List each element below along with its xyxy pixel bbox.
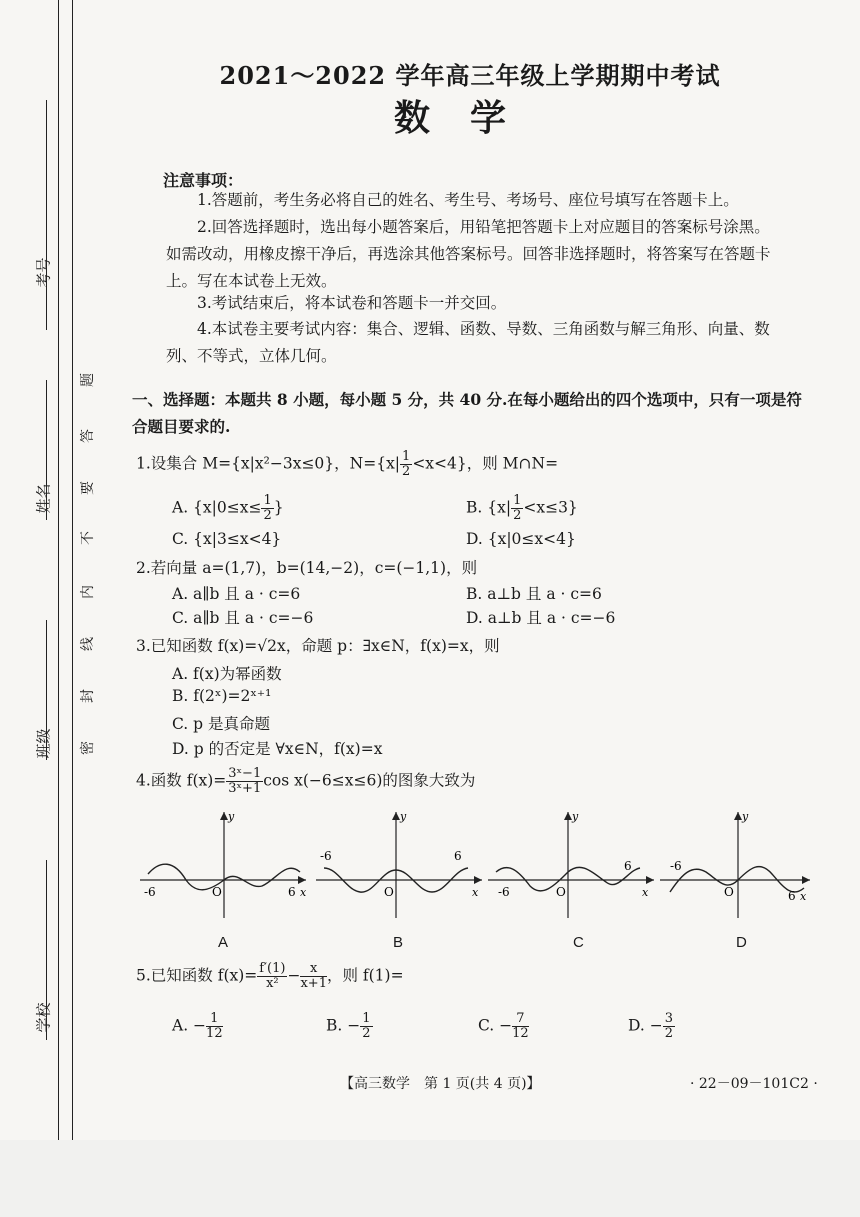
graph-a-x-arrow	[298, 876, 306, 884]
q5-c-frac	[512, 1012, 529, 1041]
q2-option-a: A. a∥b 且 a · c=6	[172, 585, 301, 603]
notice-item-1: 1.答题前，考生务必将自己的姓名、考生号、考场号、座位号填写在答题卡上。	[197, 191, 739, 209]
q1-a-den: 2	[263, 508, 272, 523]
section-heading: 一、选择题：本题共 8 小题，每小题 5 分，共 40 分.在每小题给出的四个选项中，只有一项是符合题目要求的.	[132, 390, 802, 436]
seal-hint-8: 密	[80, 741, 96, 755]
q5-minus: −	[287, 966, 301, 985]
seal-hint-2: 答	[80, 429, 96, 443]
question-1-stem	[136, 450, 558, 479]
margin-line-left	[58, 0, 59, 1140]
q5-option-d	[628, 1012, 675, 1041]
q1-b-text: B. {x|	[466, 498, 512, 517]
graph-label-a: A	[218, 934, 229, 951]
q1-b-tail: <x≤3}	[523, 498, 578, 517]
q1-a-text: A. {x|0≤x≤	[172, 498, 262, 517]
seal-hint-4: 不	[80, 531, 96, 545]
question-3-stem: 3.已知函数 f(x)=√2x，命题 p：∃x∈N，f(x)=x，则	[136, 637, 500, 655]
q5-c-den: 12	[512, 1026, 529, 1041]
graph-c-origin: O	[556, 885, 566, 899]
graph-c	[488, 808, 658, 918]
q5-option-a	[172, 1012, 223, 1041]
graph-d-ylabel: y	[742, 810, 749, 823]
scan-background	[0, 1140, 860, 1217]
q5-frac1-den: x²	[266, 976, 279, 991]
exam-no-label: 考号	[34, 257, 53, 288]
graph-d-pos6: 6	[788, 889, 796, 903]
q2-option-c: C. a∥b 且 a · c=−6	[172, 609, 314, 627]
q5-b-text: B. −	[326, 1016, 361, 1035]
seal-hint-3: 要	[80, 481, 96, 495]
seal-hint-1: 题	[80, 373, 96, 387]
q1-b-den: 2	[513, 508, 522, 523]
notice-item-2: 2.回答选择题时，选出每小题答案后，用铅笔把答题卡上对应题目的答案标号涂黑。如需改动，用橡皮擦干净后，再选涂其他答案标号。回答非选择题时，将答案写在答题卡上。写在本试卷上无效。	[166, 218, 771, 290]
graph-c-y-arrow	[564, 812, 572, 820]
question-4-stem	[136, 767, 475, 796]
school-blank	[46, 860, 47, 1040]
graph-a	[140, 808, 310, 918]
q3-option-a: A. f(x)为幂函数	[172, 665, 282, 683]
q5-a-text: A. −	[172, 1016, 207, 1035]
q5-option-b	[326, 1012, 373, 1041]
q1-a-tail: }	[273, 498, 284, 517]
q4-frac-den: 3ˣ+1	[228, 781, 262, 796]
graph-b-origin: O	[384, 885, 394, 899]
q1-frac-den: 2	[402, 464, 411, 479]
q5-frac2-den: x+1	[300, 976, 327, 991]
class-blank	[46, 620, 47, 760]
q5-d-num: 3	[664, 1011, 673, 1026]
q1-option-d: D. {x|0≤x<4}	[466, 530, 576, 548]
graph-label-b: B	[393, 934, 404, 951]
q1-fraction	[400, 450, 412, 479]
graph-c-neg6: -6	[498, 885, 510, 899]
q2-option-d: D. a⊥b 且 a · c=−6	[466, 609, 616, 627]
graph-b-xlabel: x	[472, 886, 479, 899]
notice-item-3: 3.考试结束后，将本试卷和答题卡一并交回。	[197, 294, 507, 312]
q1-option-a	[172, 494, 284, 523]
graph-b-x-arrow	[474, 876, 482, 884]
graph-d-x-arrow	[802, 876, 810, 884]
exam-title: 2021～2022 学年高三年级上学期期中考试	[219, 61, 721, 90]
notice-item-4: 4.本试卷主要考试内容：集合、逻辑、函数、导数、三角函数与解三角形、向量、数列、不等式，立体几何。	[166, 320, 770, 365]
graph-d-curve	[670, 867, 804, 892]
q1-option-c: C. {x|3≤x<4}	[172, 530, 282, 548]
margin-line-right	[72, 0, 73, 1140]
exam-no-blank	[46, 100, 47, 330]
graph-b-y-arrow	[392, 812, 400, 820]
q4-fraction	[226, 767, 263, 796]
q2-option-b: B. a⊥b 且 a · c=6	[466, 585, 602, 603]
q1-b-num: 1	[513, 493, 522, 508]
graph-b-ylabel: y	[400, 810, 407, 823]
graph-d	[660, 808, 830, 918]
q5-a-den: 12	[206, 1026, 223, 1041]
q5-d-text: D. −	[628, 1016, 663, 1035]
q1-a-num: 1	[263, 493, 272, 508]
graph-a-origin: O	[212, 885, 222, 899]
graph-b-neg6: -6	[320, 849, 332, 863]
graph-c-ylabel: y	[572, 810, 579, 823]
q5-b-den: 2	[362, 1026, 371, 1041]
graph-c-pos6: 6	[624, 859, 632, 873]
page-footer: 【高三数学 第 1 页(共 4 页)】	[340, 1076, 541, 1092]
q5-frac-2	[300, 962, 327, 991]
name-label: 姓名	[34, 483, 53, 514]
q5-d-den: 2	[664, 1026, 673, 1041]
question-2-stem: 2.若向量 a=(1,7)，b=(14,−2)，c=(−1,1)，则	[136, 559, 478, 577]
graph-a-pos6: 6	[288, 885, 296, 899]
q1-stem-b: <x<4}，则 M∩N=	[412, 454, 559, 473]
q4-stem-b: cos x(−6≤x≤6)的图象大致为	[263, 771, 476, 790]
name-blank	[46, 380, 47, 520]
q1-stem-a: 1.设集合 M={x|x²−3x≤0}，N={x|	[136, 454, 401, 473]
q5-a-frac	[206, 1012, 223, 1041]
notice-heading: 注意事项：	[163, 171, 244, 190]
graph-label-c: C	[573, 934, 584, 951]
q5-frac1-num: f′(1)	[259, 961, 286, 976]
paper-code: · 22－09－101C2 ·	[690, 1076, 818, 1092]
class-label: 班级	[34, 728, 53, 759]
q5-c-text: C. −	[478, 1016, 513, 1035]
q5-frac2-num: x	[300, 962, 327, 977]
q5-d-frac	[663, 1012, 675, 1041]
q3-option-c: C. p 是真命题	[172, 715, 271, 733]
graph-a-xlabel: x	[300, 886, 307, 899]
q1-frac-num: 1	[402, 449, 411, 464]
graph-b	[316, 808, 486, 918]
q4-stem-a: 4.函数 f(x)=	[136, 771, 227, 790]
graph-a-y-arrow	[220, 812, 228, 820]
question-5-stem	[136, 962, 404, 991]
q1-a-frac	[261, 494, 273, 523]
q1-option-b	[466, 494, 578, 523]
graph-a-ylabel: y	[228, 810, 235, 823]
seal-hint-5: 内	[80, 585, 96, 599]
subject-title: 数学	[393, 97, 546, 139]
graph-b-pos6: 6	[454, 849, 462, 863]
q4-frac-num: 3ˣ−1	[228, 766, 262, 781]
graph-d-xlabel: x	[800, 890, 807, 903]
seal-hint-6: 线	[80, 637, 96, 651]
q5-a-num: 1	[206, 1012, 223, 1027]
graph-d-y-arrow	[734, 812, 742, 820]
q5-b-num: 1	[362, 1011, 371, 1026]
q5-stem-b: ，则 f(1)=	[326, 966, 404, 985]
q1-b-frac	[511, 494, 523, 523]
q3-option-d: D. p 的否定是 ∀x∈N，f(x)=x	[172, 740, 383, 758]
graph-d-origin: O	[724, 885, 734, 899]
q5-stem-a: 5.已知函数 f(x)=	[136, 966, 258, 985]
school-label: 学校	[34, 1002, 53, 1033]
q5-b-frac	[360, 1012, 372, 1041]
graph-a-neg6: -6	[144, 885, 156, 899]
graph-label-d: D	[736, 934, 747, 951]
q5-option-c	[478, 1012, 529, 1041]
q3-option-b: B. f(2ˣ)=2ˣ⁺¹	[172, 687, 272, 705]
graph-d-neg6: -6	[670, 859, 682, 873]
q5-c-num: 7	[512, 1012, 529, 1027]
graph-c-xlabel: x	[642, 886, 649, 899]
q5-frac-1	[257, 962, 287, 991]
graph-c-x-arrow	[646, 876, 654, 884]
seal-hint-7: 封	[80, 689, 96, 703]
